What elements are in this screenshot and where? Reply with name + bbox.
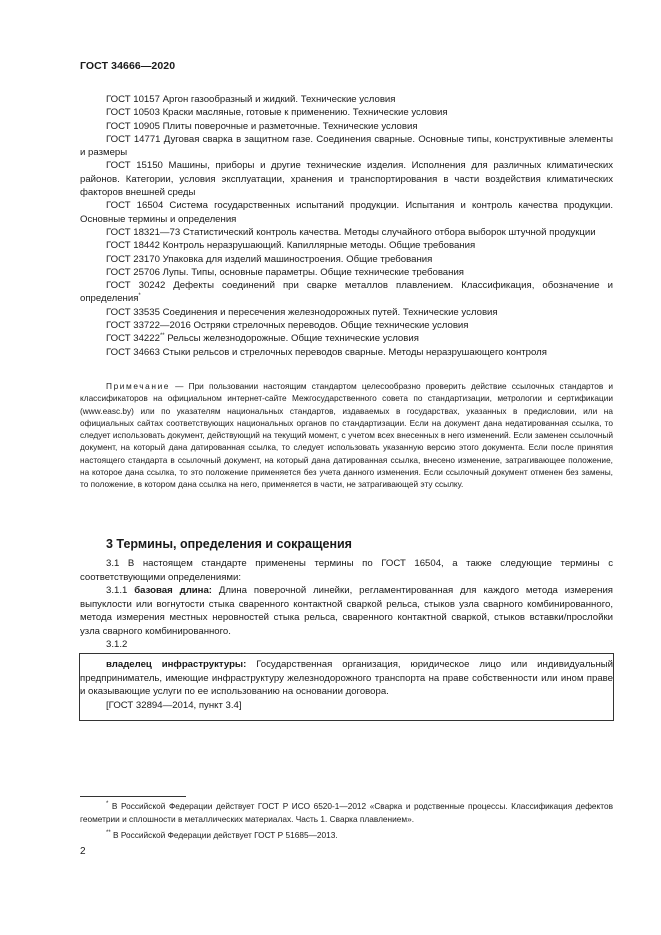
reference-item: ГОСТ 10905 Плиты поверочные и разметочные. Технические условия [106, 120, 418, 132]
document-code: ГОСТ 34666—2020 [80, 60, 176, 72]
footnote-mark: * [138, 293, 141, 300]
reference-item: ГОСТ 34222** Рельсы железнодорожные. Общие технические условия [106, 333, 419, 345]
reference-item: ГОСТ 10503 Краски масляные, готовые к применению. Технические условия [106, 107, 448, 119]
section-body [80, 557, 613, 652]
term-definition: владелец инфраструктуры: Государственная организация, юридическое лицо или индивидуальный предприниматель, имеющие инфраструктуру железнодорожного транспорта на праве собственности или ином праве и оказывающие услуги по ее использованию на основании договора. [80, 659, 613, 697]
term-definition: 3.1.1 базовая длина: Длина поверочной линейки, регламентированная для каждого метода измерения выпуклости или вогнутости стыка сваренного контактной сваркой рельса, стыков узла сварного комбинированного, метода измерения местных неровностей стыка рельса, сваренного контактной сваркой, стыков вставки/прослойки узла сварного комбинированного. [80, 585, 613, 637]
reference-item: ГОСТ 25706 Лупы. Типы, основные параметры. Общие технические требования [106, 266, 464, 278]
reference-item: ГОСТ 23170 Упаковка для изделий машиностроения. Общие требования [106, 253, 433, 265]
reference-item: ГОСТ 18321—73 Статистический контроль качества. Методы случайного отбора выборок штучной продукции [106, 226, 596, 238]
reference-item: ГОСТ 30242 Дефекты соединений при сварке металлов плавлением. Классификация, обозначение и определения* [80, 280, 613, 305]
reference-item: ГОСТ 16504 Система государственных испытаний продукции. Испытания и контроль качества продукции. Основные термины и определения [80, 200, 613, 225]
footnotes [80, 800, 613, 846]
reference-item: ГОСТ 14771 Дуговая сварка в защитном газе. Соединения сварные. Основные типы, конструктивные элементы и размеры [80, 133, 613, 159]
note-paragraph [80, 380, 613, 491]
footnote: ** В Российской Федерации действует ГОСТ Р 51685—2013. [106, 830, 338, 840]
note-label: Примечание [106, 381, 171, 391]
footnote-mark: ** [159, 333, 165, 340]
term-name: базовая длина: [134, 585, 213, 596]
footnote: * В Российской Федерации действует ГОСТ Р ИСО 6520-1—2012 «Сварка и родственные процессы. Классификация дефектов геометрии и сплошности в металлических материалах. Часть 1. Сварка плавлением». [80, 801, 613, 824]
reference-item: ГОСТ 33722—2016 Остряки стрелочных переводов. Общие технические условия [106, 320, 469, 332]
normative-references-list [80, 93, 613, 359]
reference-item: ГОСТ 10157 Аргон газообразный и жидкий. Технические условия [106, 94, 396, 105]
term-number: 3.1.2 [106, 639, 128, 650]
footnote-divider [80, 796, 186, 797]
reference-item: ГОСТ 33535 Соединения и пересечения железнодорожных путей. Технические условия [106, 306, 498, 318]
reference-item: ГОСТ 34663 Стыки рельсов и стрелочных переводов сварные. Методы неразрушающего контроля [106, 346, 547, 358]
term-name: владелец инфраструктуры: [106, 659, 247, 670]
term-source: [ГОСТ 32894—2014, пункт 3.4] [106, 699, 242, 711]
term-box [79, 653, 614, 721]
note-text: — При пользовании настоящим стандартом целесообразно проверить действие ссылочных стандартов и классификаторов на официальном интернет-сайте Межгосударственного совета по стандартизации, метрологии и сертификации (www.easc.by) или по указателям национальных стандартов, издаваемых в государствах, указанных в предисловии, или на официальных сайтах соответствующих национальных органов по стандартизации. Если на документ дана недатированная ссылка, то следует использовать документ, действующий на текущий момент, с учетом всех внесенных в него изменений. Если заменен ссылочный документ, на который дана датированная ссылка, то следует использовать указанную версию этого документа. Если после принятия настоящего стандарта в ссылочный документ, на который дана датированная ссылка, внесено изменение, затрагивающее положение, на которое дана ссылка, то это положение применяется без учета данного изменения. Если ссылочный документ отменен без замены, то положение, в котором дана ссылка на него, применяется в части, не затрагивающей эту ссылку. [80, 381, 613, 490]
page-number: 2 [80, 846, 86, 857]
reference-item: ГОСТ 15150 Машины, приборы и другие технические изделия. Исполнения для различных климатических районов. Категории, условия эксплуатации, хранения и транспортирования в части воздействия климатических факторов внешней среды [80, 160, 613, 199]
intro-paragraph: 3.1 В настоящем стандарте применены термины по ГОСТ 16504, а также следующие термины с соответствующими определениями: [80, 558, 613, 583]
section-heading: 3 Термины, определения и сокращения [106, 537, 352, 551]
reference-item: ГОСТ 18442 Контроль неразрушающий. Капиллярные методы. Общие требования [106, 240, 476, 252]
